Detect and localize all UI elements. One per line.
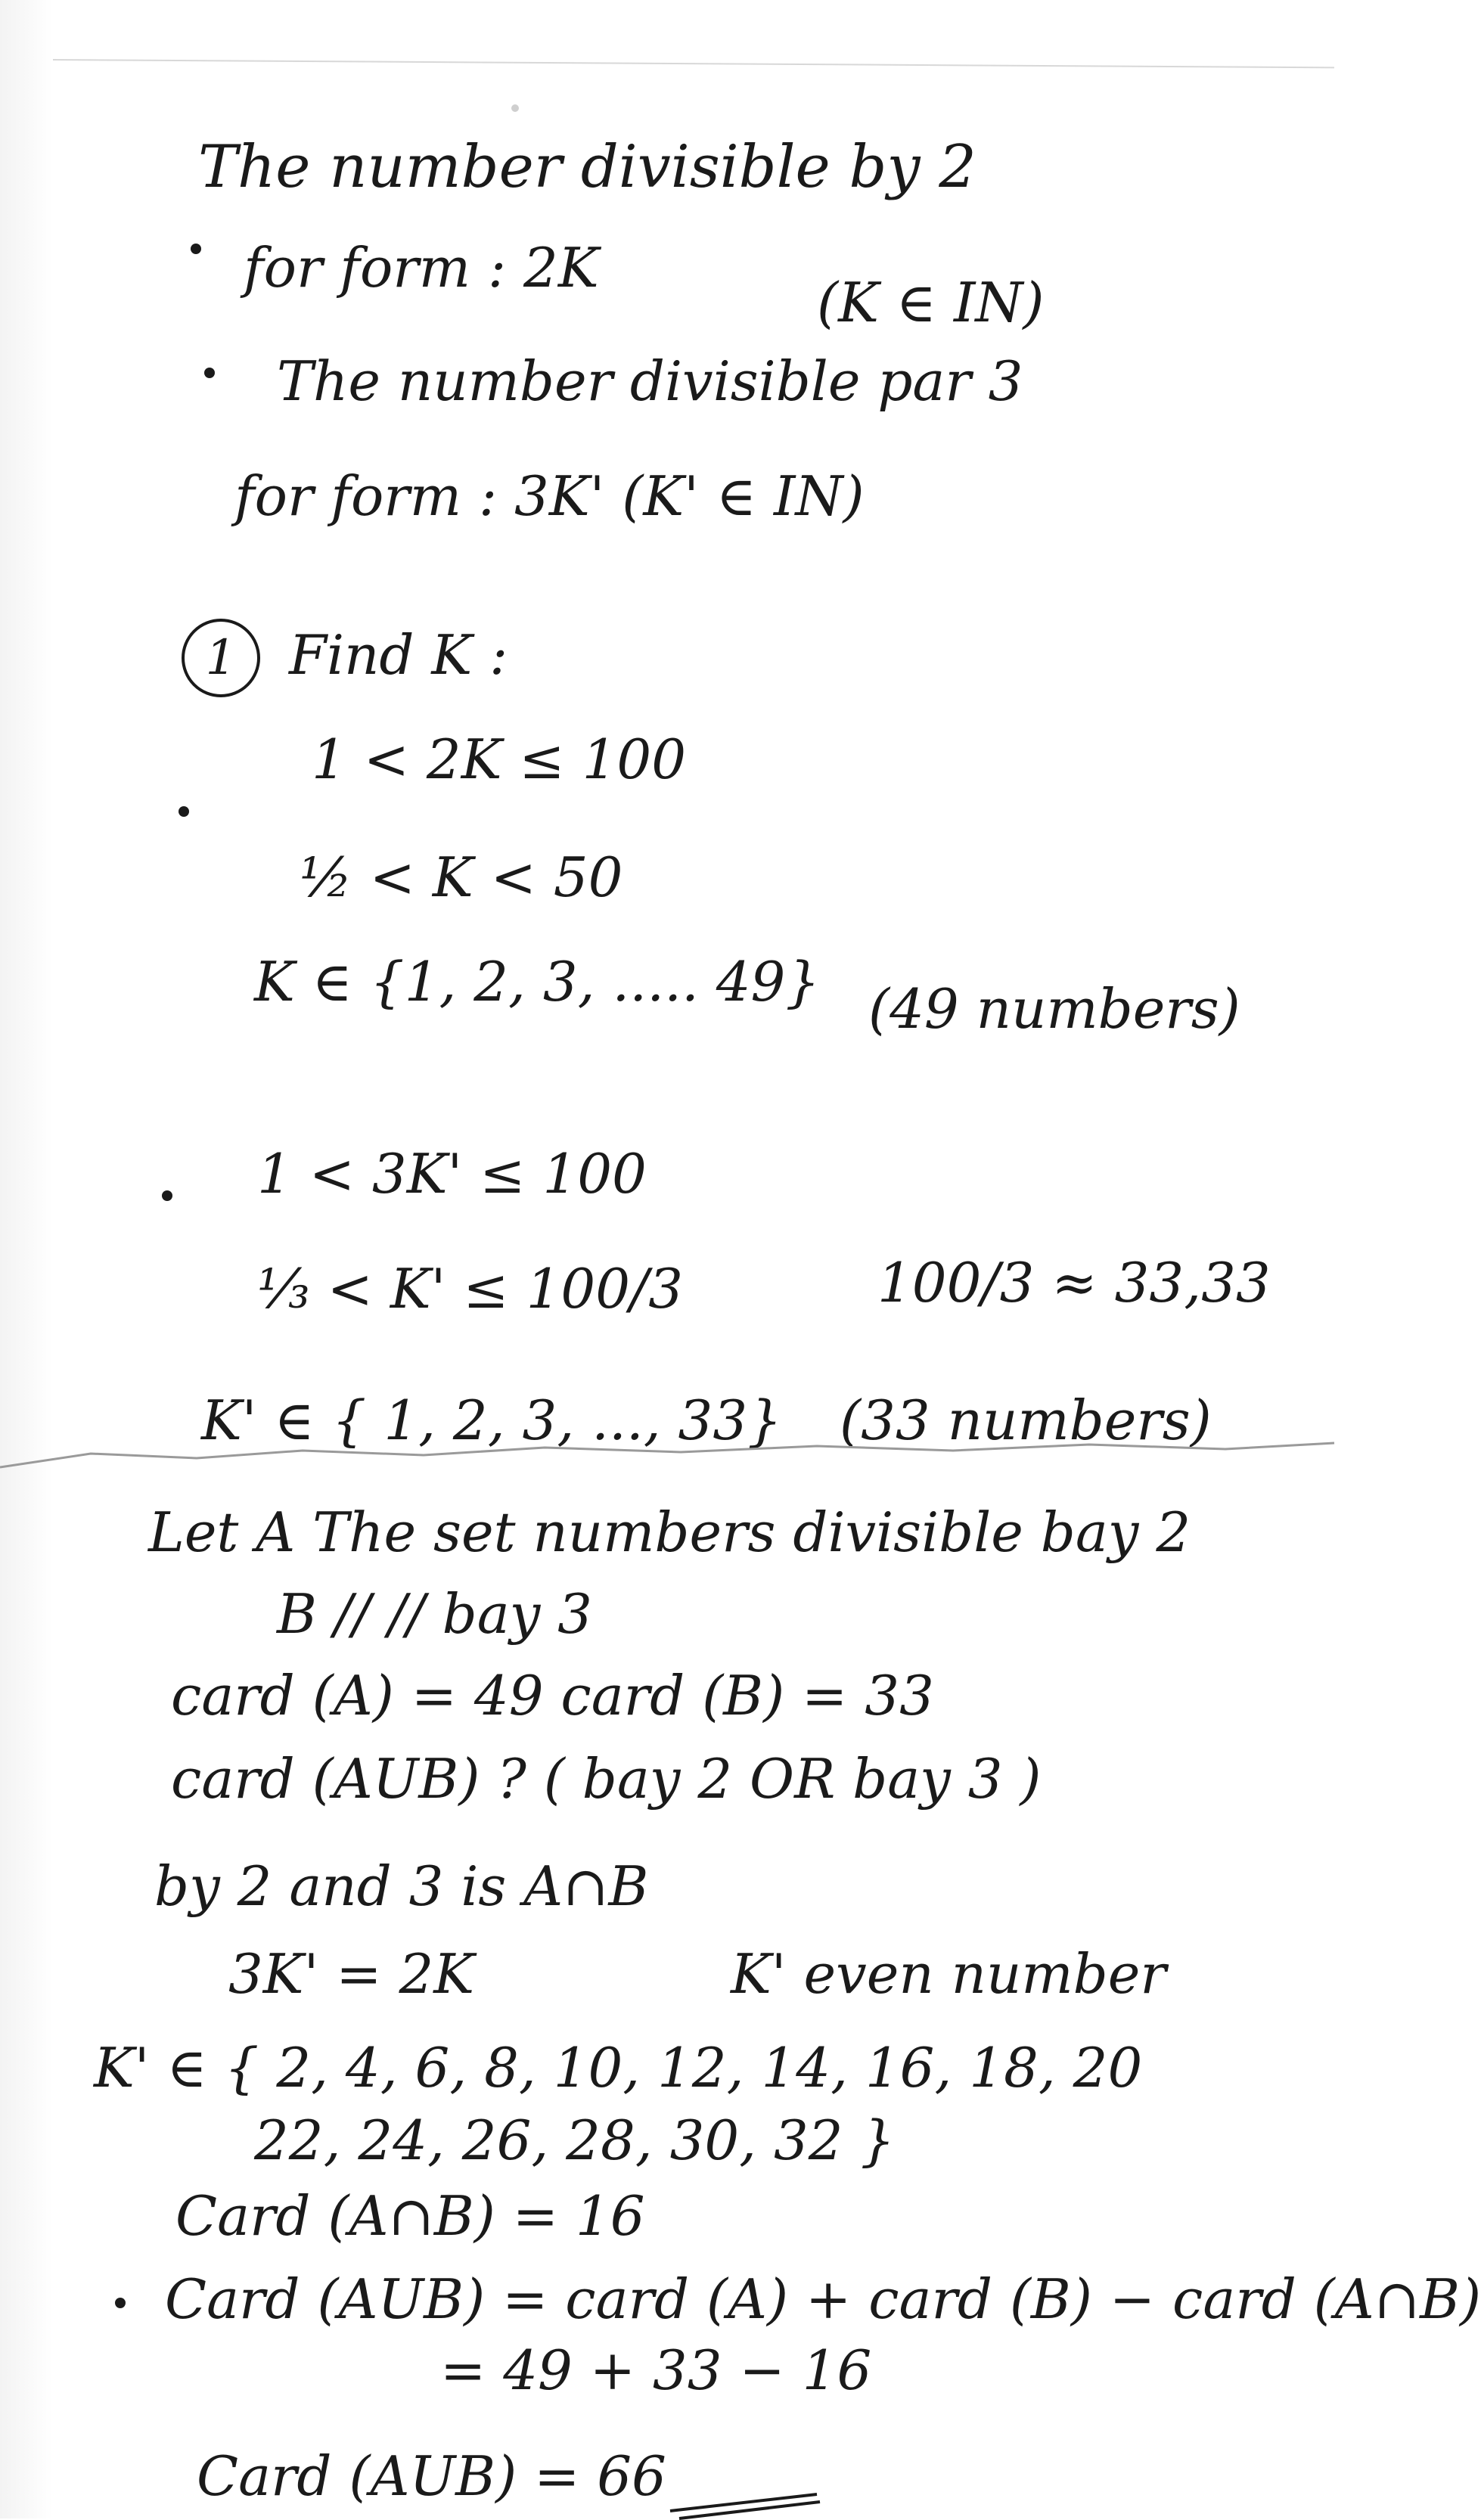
card-intersection: Card (A∩B) = 16 <box>175 2184 645 2248</box>
set-even-k-prime-cont: 22, 24, 26, 28, 30, 32 } <box>254 2109 896 2172</box>
step-number-circle: 1 <box>182 619 260 697</box>
equation-3k-2k: 3K' = 2K <box>228 1942 475 2006</box>
inequality-k: ½ < K < 50 <box>300 846 623 909</box>
set-k-prime: K' ∈ { 1, 2, 3, ..., 33} <box>201 1389 782 1452</box>
bullet <box>204 368 215 378</box>
bullet <box>162 1190 172 1201</box>
count-49: (49 numbers) <box>868 977 1240 1041</box>
k-in-n-note: (K ∈ IN) <box>817 271 1045 334</box>
card-union-question: card (AUB) ? ( bay 2 OR bay 3 ) <box>171 1747 1042 1811</box>
set-even-k-prime: K' ∈ { 2, 4, 6, 8, 10, 12, 14, 16, 18, 20 <box>94 2036 1143 2099</box>
approx-33: 100/3 ≈ 33,33 <box>877 1251 1271 1314</box>
inequality-3k-prime: 1 < 3K' ≤ 100 <box>257 1142 647 1206</box>
let-a-definition: Let A The set numbers divisible bay 2 <box>148 1501 1191 1564</box>
heading-divisible-by-3: The number divisible par 3 <box>277 349 1023 413</box>
bullet <box>191 244 201 254</box>
by-2-and-3: by 2 and 3 is A∩B <box>154 1854 649 1918</box>
bullet <box>179 806 189 817</box>
card-a-b: card (A) = 49 card (B) = 33 <box>171 1664 934 1727</box>
final-answer: Card (AUB) = 66 <box>197 2444 666 2508</box>
heading-divisible-by-2: The number divisible by 2 <box>198 133 976 201</box>
substitution: = 49 + 33 − 16 <box>440 2338 872 2402</box>
inclusion-exclusion: Card (AUB) = card (A) + card (B) − card (A∩B) <box>165 2267 1481 2331</box>
inequality-2k: 1 < 2K ≤ 100 <box>312 728 687 791</box>
answer-double-underline <box>666 2490 824 2520</box>
k-prime-even: K' even number <box>731 1942 1166 2006</box>
find-k-heading: Find K : <box>289 623 508 687</box>
count-33: (33 numbers) <box>840 1389 1212 1452</box>
inequality-k-prime: ⅓ < K' ≤ 100/3 <box>257 1257 684 1321</box>
form-3k-line: for form : 3K' (K' ∈ IN) <box>234 464 865 528</box>
form-2k-line: for form : 2K <box>244 236 599 299</box>
smudge-mark <box>511 104 519 112</box>
b-definition: B // // bay 3 <box>277 1582 592 1646</box>
paper-tear-edge <box>0 1437 1334 1490</box>
set-k: K ∈ {1, 2, 3, ..... 49} <box>254 950 821 1013</box>
bullet <box>115 2298 126 2308</box>
